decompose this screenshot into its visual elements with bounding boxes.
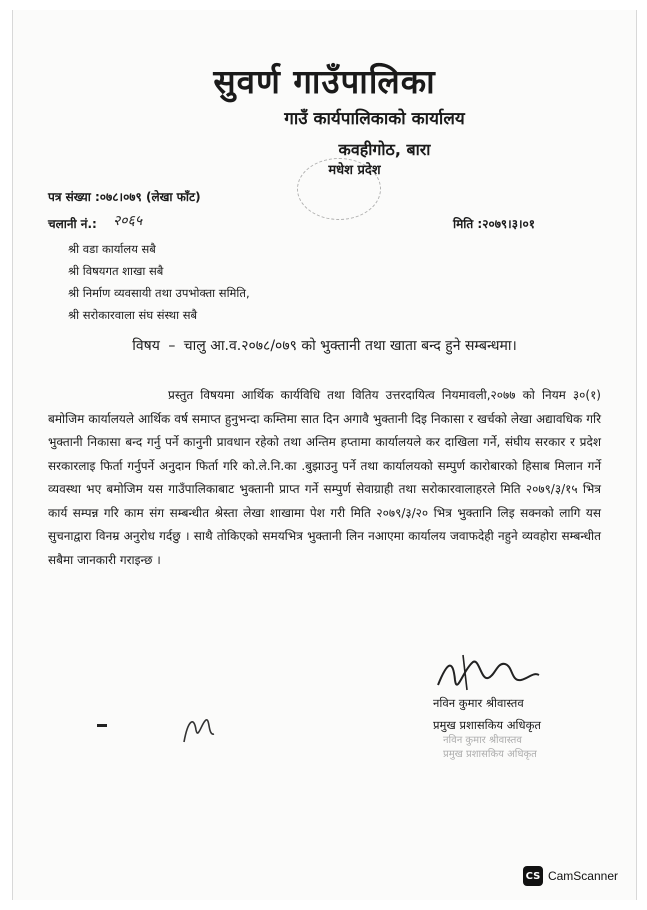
signature: [433, 650, 543, 700]
signatory-name: नविन कुमार श्रीवास्तव: [433, 696, 524, 710]
office-seal: [297, 158, 381, 220]
office-address: कवहीगोठ, बारा: [338, 140, 431, 159]
subject-line: विषय – चालु आ.व.२०७८/०७९ को भुक्तानी तथा खाता बन्द हुने सम्बन्धमा।: [132, 338, 517, 354]
name-stamp: नविन कुमार श्रीवास्तव प्रमुख प्रशासकिय अधिकृत: [443, 735, 537, 760]
reference-number: पत्र संख्या :०७८।०७९ (लेखा फाँट): [48, 190, 201, 204]
dispatch-label: चलानी नं.:: [48, 217, 97, 231]
margin-dash: [97, 724, 107, 727]
subject-text: चालु आ.व.२०७८/०७९ को भुक्तानी तथा खाता बन्द हुने सम्बन्धमा।: [183, 338, 517, 354]
dispatch-number: २०६५: [113, 213, 143, 229]
province-name: मधेश प्रदेश: [328, 163, 381, 178]
letter-body: प्रस्तुत विषयमा आर्थिक कार्यविधि तथा वितिय उत्तरदायित्व नियमावली,२०७७ को नियम ३०(१) बमोजिम कार्यालयले आर्थिक वर्ष समाप्त हुनुभन्दा कम्तिमा सात दिन अगावै भुक्तानी दिइ निकासा र खर्चको लेखा अद्यावधिक गरि भुक्तानी निकासा बन्द गर्नु पर्ने कानुनी प्रावधान रहेको तथा अन्तिम हप्तामा कार्यालयले कर दाखिला गर्ने, संघीय सरकार र प्रदेश सरकारलाइ फिर्ता गर्नुपर्ने अनुदान फिर्ता गरि को.ले.नि.का .बुझाउनु पर्ने तथा कार्यालयको सम्पुर्ण कारोबारको हिसाब मिलान गर्ने व्यवस्था भए बमोजिम यस गाउँपालिकाबाट भुक्तानी प्राप्त गर्ने सम्पुर्ण सेवाग्राही तथा सरोकारवालाहरले मिति २०७९/३/१५ भित्र कार्य सम्पन्न गरि काम संग सम्बन्धीत श्रेस्ता लेखा शाखामा पेश गरी मिति २०७९/३/२० भित्र भुक्तानि लिइ सक्नको लागि यस सुचनाद्वारा विनम्र अनुरोध गर्दछु । साथै तोकिएको समयभित्र भुक्तानी लिन नआएमा कार्यालय जवाफदेही नहुने व्यवहोरा सम्बन्धीत सबैमा जानकारी गराइन्छ ।: [48, 388, 601, 567]
municipality-title: सुवर्ण गाउँपालिका: [213, 62, 436, 101]
document-page: [12, 10, 637, 900]
office-name: गाउँ कार्यपालिकाको कार्यालय: [284, 109, 465, 129]
recipient-line: श्री वडा कार्यालय सबै: [68, 242, 156, 256]
camscanner-watermark: [523, 866, 618, 886]
recipient-line: श्री विषयगत शाखा सबै: [68, 264, 164, 278]
letter-date: मिति :२०७९।३।०१: [453, 217, 535, 231]
camscanner-logo-icon: CS: [523, 866, 543, 886]
subject-label: विषय: [132, 338, 160, 354]
initials: [178, 710, 218, 750]
camscanner-label: CamScanner: [547, 869, 618, 883]
recipient-line: श्री निर्माण व्यवसायी तथा उपभोक्ता समिति,: [68, 286, 250, 300]
signatory-designation: प्रमुख प्रशासकिय अधिकृत: [433, 718, 541, 732]
recipient-line: श्री सरोकारवाला संघ संस्था सबै: [68, 308, 198, 322]
